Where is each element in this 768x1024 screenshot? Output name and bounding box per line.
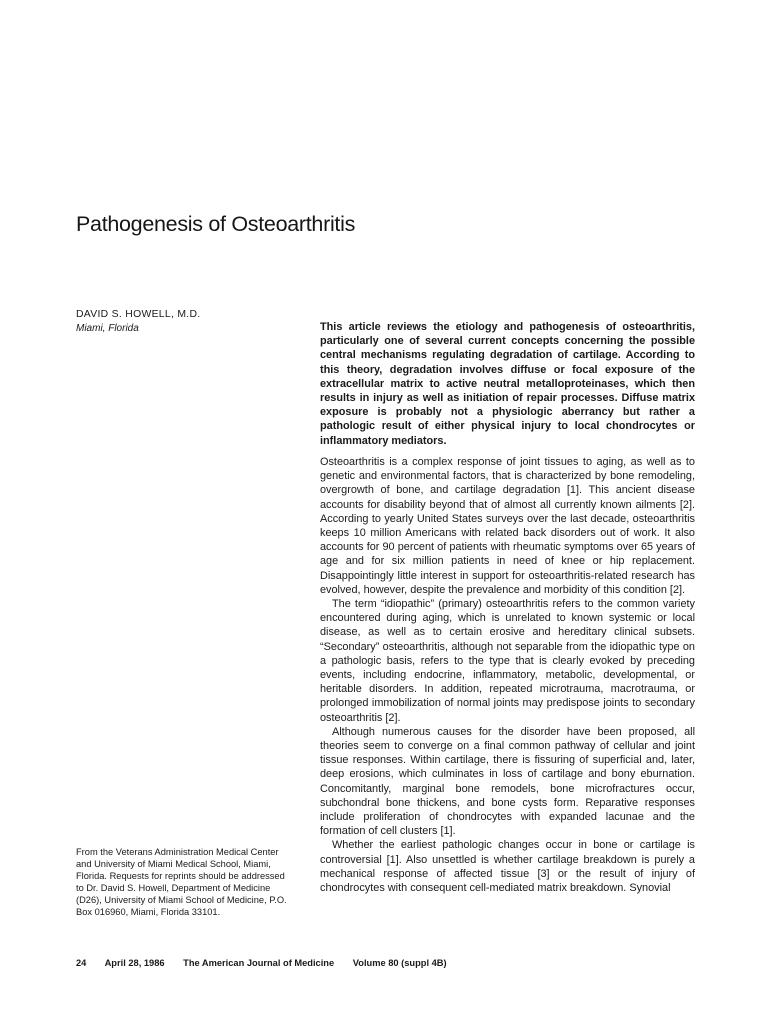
body-paragraph: The term “idiopathic” (primary) osteoarthritis refers to the common variety encountered during aging, which is unrelated to known systemic or local disease, as well as to certain erosive and hereditary clinical subsets. “Secondary” osteoarthritis, although not separable from the idiopathic type on a pathologic basis, refers to the type that is clearly evoked by preceding events, including endocrine, inflammatory, metabolic, developmental, or heritable disorders. In addition, repeated microtrauma, macrotrauma, or prolonged immobilization of normal joints may predispose joints to secondary osteoarthritis [2]. (320, 598, 695, 724)
author-block (76, 308, 296, 336)
journal-name: The American Journal of Medicine (183, 958, 335, 968)
page-number: 24 (76, 958, 87, 968)
issue-date: April 28, 1986 (104, 958, 165, 968)
affiliation-footnote: From the Veterans Administration Medical Center and University of Miami Medical School, Miami, Florida. Requests for reprints should be addressed to Dr. David S. Howell, Department of Medicine (D26), University of Miami School of Medicine, P.O. Box 016960, Miami, Florida 33101. (76, 847, 287, 918)
author-name: DAVID S. HOWELL, M.D. (76, 309, 201, 320)
abstract: This article reviews the etiology and pathogenesis of osteoarthritis, particularly one of several current concepts concerning the possible central mechanisms regulating degradation of cartilage. According to this theory, degradation involves diffuse or focal exposure of the extracellular matrix to active neutral metalloproteinases, which then results in injury as well as initiation of repair processes. Diffuse matrix exposure is probably not a physiologic aberrancy but rather a pathologic result of either physical injury to local chondrocytes or inflammatory mediators. (320, 321, 695, 447)
article-title: Pathogenesis of Osteoarthritis (76, 212, 356, 236)
volume-info: Volume 80 (suppl 4B) (352, 958, 447, 968)
body-paragraph: Osteoarthritis is a complex response of joint tissues to aging, as well as to genetic and environmental factors, that is characterized by bone remodeling, overgrowth of bone, and cartilage degradation [1]. This ancient disease accounts for disability beyond that of almost all currently known ailments [2]. According to yearly United States surveys over the last decade, osteoarthritis keeps 10 million Americans with related back disorders out of work. It also accounts for 90 percent of patients with rheumatic symptoms over 65 years of age and for six million patients in need of knee or hip replacement. Disappointingly little interest in support for osteoarthritis-related research has evolved, however, despite the prevalence and morbidity of this condition [2]. (320, 456, 695, 596)
author-location: Miami, Florida (76, 323, 139, 334)
page-footer (76, 958, 463, 968)
body-paragraph: Although numerous causes for the disorder have been proposed, all theories seem to converge on a final common pathway of cellular and joint tissue responses. Within cartilage, there is fissuring of superficial and, later, deep erosions, which culminates in loss of cartilage and bony eburnation. Concomitantly, marginal bone remodels, bone microfractures occur, subchondral bone thickens, and bone cysts form. Reparative responses include proliferation of chondrocytes with expanded lacunae and the formation of cell clusters [1]. (320, 725, 695, 838)
body-text-column (320, 455, 695, 895)
body-paragraph: Whether the earliest pathologic changes occur in bone or cartilage is controversial [1]. Also unsettled is whether cartilage breakdown is purely a mechanical response of affected tissue [3] or the result of injury of chondrocytes with consequent cell-mediated matrix breakdown. Synovial (320, 839, 695, 895)
